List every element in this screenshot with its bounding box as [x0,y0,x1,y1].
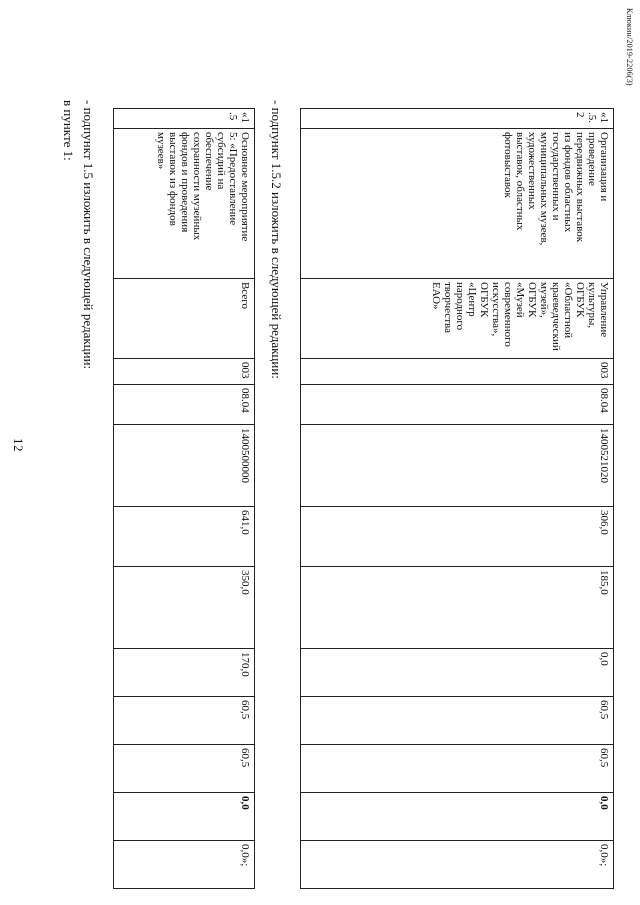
intro-line-1: в пункте 1: [61,100,76,161]
value-year-5: 0,0 [114,793,255,841]
value-year-4: 60,5 [301,745,614,793]
value-year-1: 350,0 [114,567,255,649]
value-year-2: 0,0 [301,649,614,697]
value-year-6: 0,0»; [114,841,255,889]
grbs-code: 003 [301,359,614,385]
value-year-4: 60,5 [114,745,255,793]
executor: Всего [114,279,255,359]
row-number: «1.5.2 [301,109,614,129]
value-year-5: 0,0 [301,793,614,841]
measure-name: Организация и проведение передвижных выставок из фондов областных государственных и муниципальных музеев, художественных выставок, областных фотовыставок [301,129,614,279]
intro-line-2: - подпункт 1.5 изложить в следующей редакции: [81,100,96,370]
table-row [114,109,255,889]
table-subpoint-1-5-2 [300,108,614,889]
rzpr-code: 08.04 [301,385,614,425]
value-year-6: 0,0»; [301,841,614,889]
csr-code: 1400500000 [114,425,255,507]
rzpr-code: 08.04 [114,385,255,425]
measure-name: Основное мероприятие 5: «Предоставление субсидий на обеспечение сохранности музейных фондов и проведения выставок из фондов музеев» [114,129,255,279]
value-year-1: 185,0 [301,567,614,649]
value-year-3: 60,5 [301,697,614,745]
grbs-code: 003 [114,359,255,385]
executor: Управление культуры, ОГБУК «Областной краеведческий музей», ОГБУК «Музей современного искусства», ОГБУК «Центр народного творчества ЕАО» [301,279,614,359]
value-total: 306,0 [301,507,614,567]
table-subpoint-1-5 [113,108,255,889]
table-row [301,109,614,889]
footer-code: Клюкин/2019-2206(3) [625,8,634,86]
csr-code: 1400521020 [301,425,614,507]
value-year-2: 170,0 [114,649,255,697]
value-year-3: 60,5 [114,697,255,745]
page-number: 12 [11,438,26,452]
row-number: «1.5 [114,109,255,129]
value-total: 641,0 [114,507,255,567]
intro-line-3: - подпункт 1.5.2 изложить в следующей редакции: [269,100,284,379]
